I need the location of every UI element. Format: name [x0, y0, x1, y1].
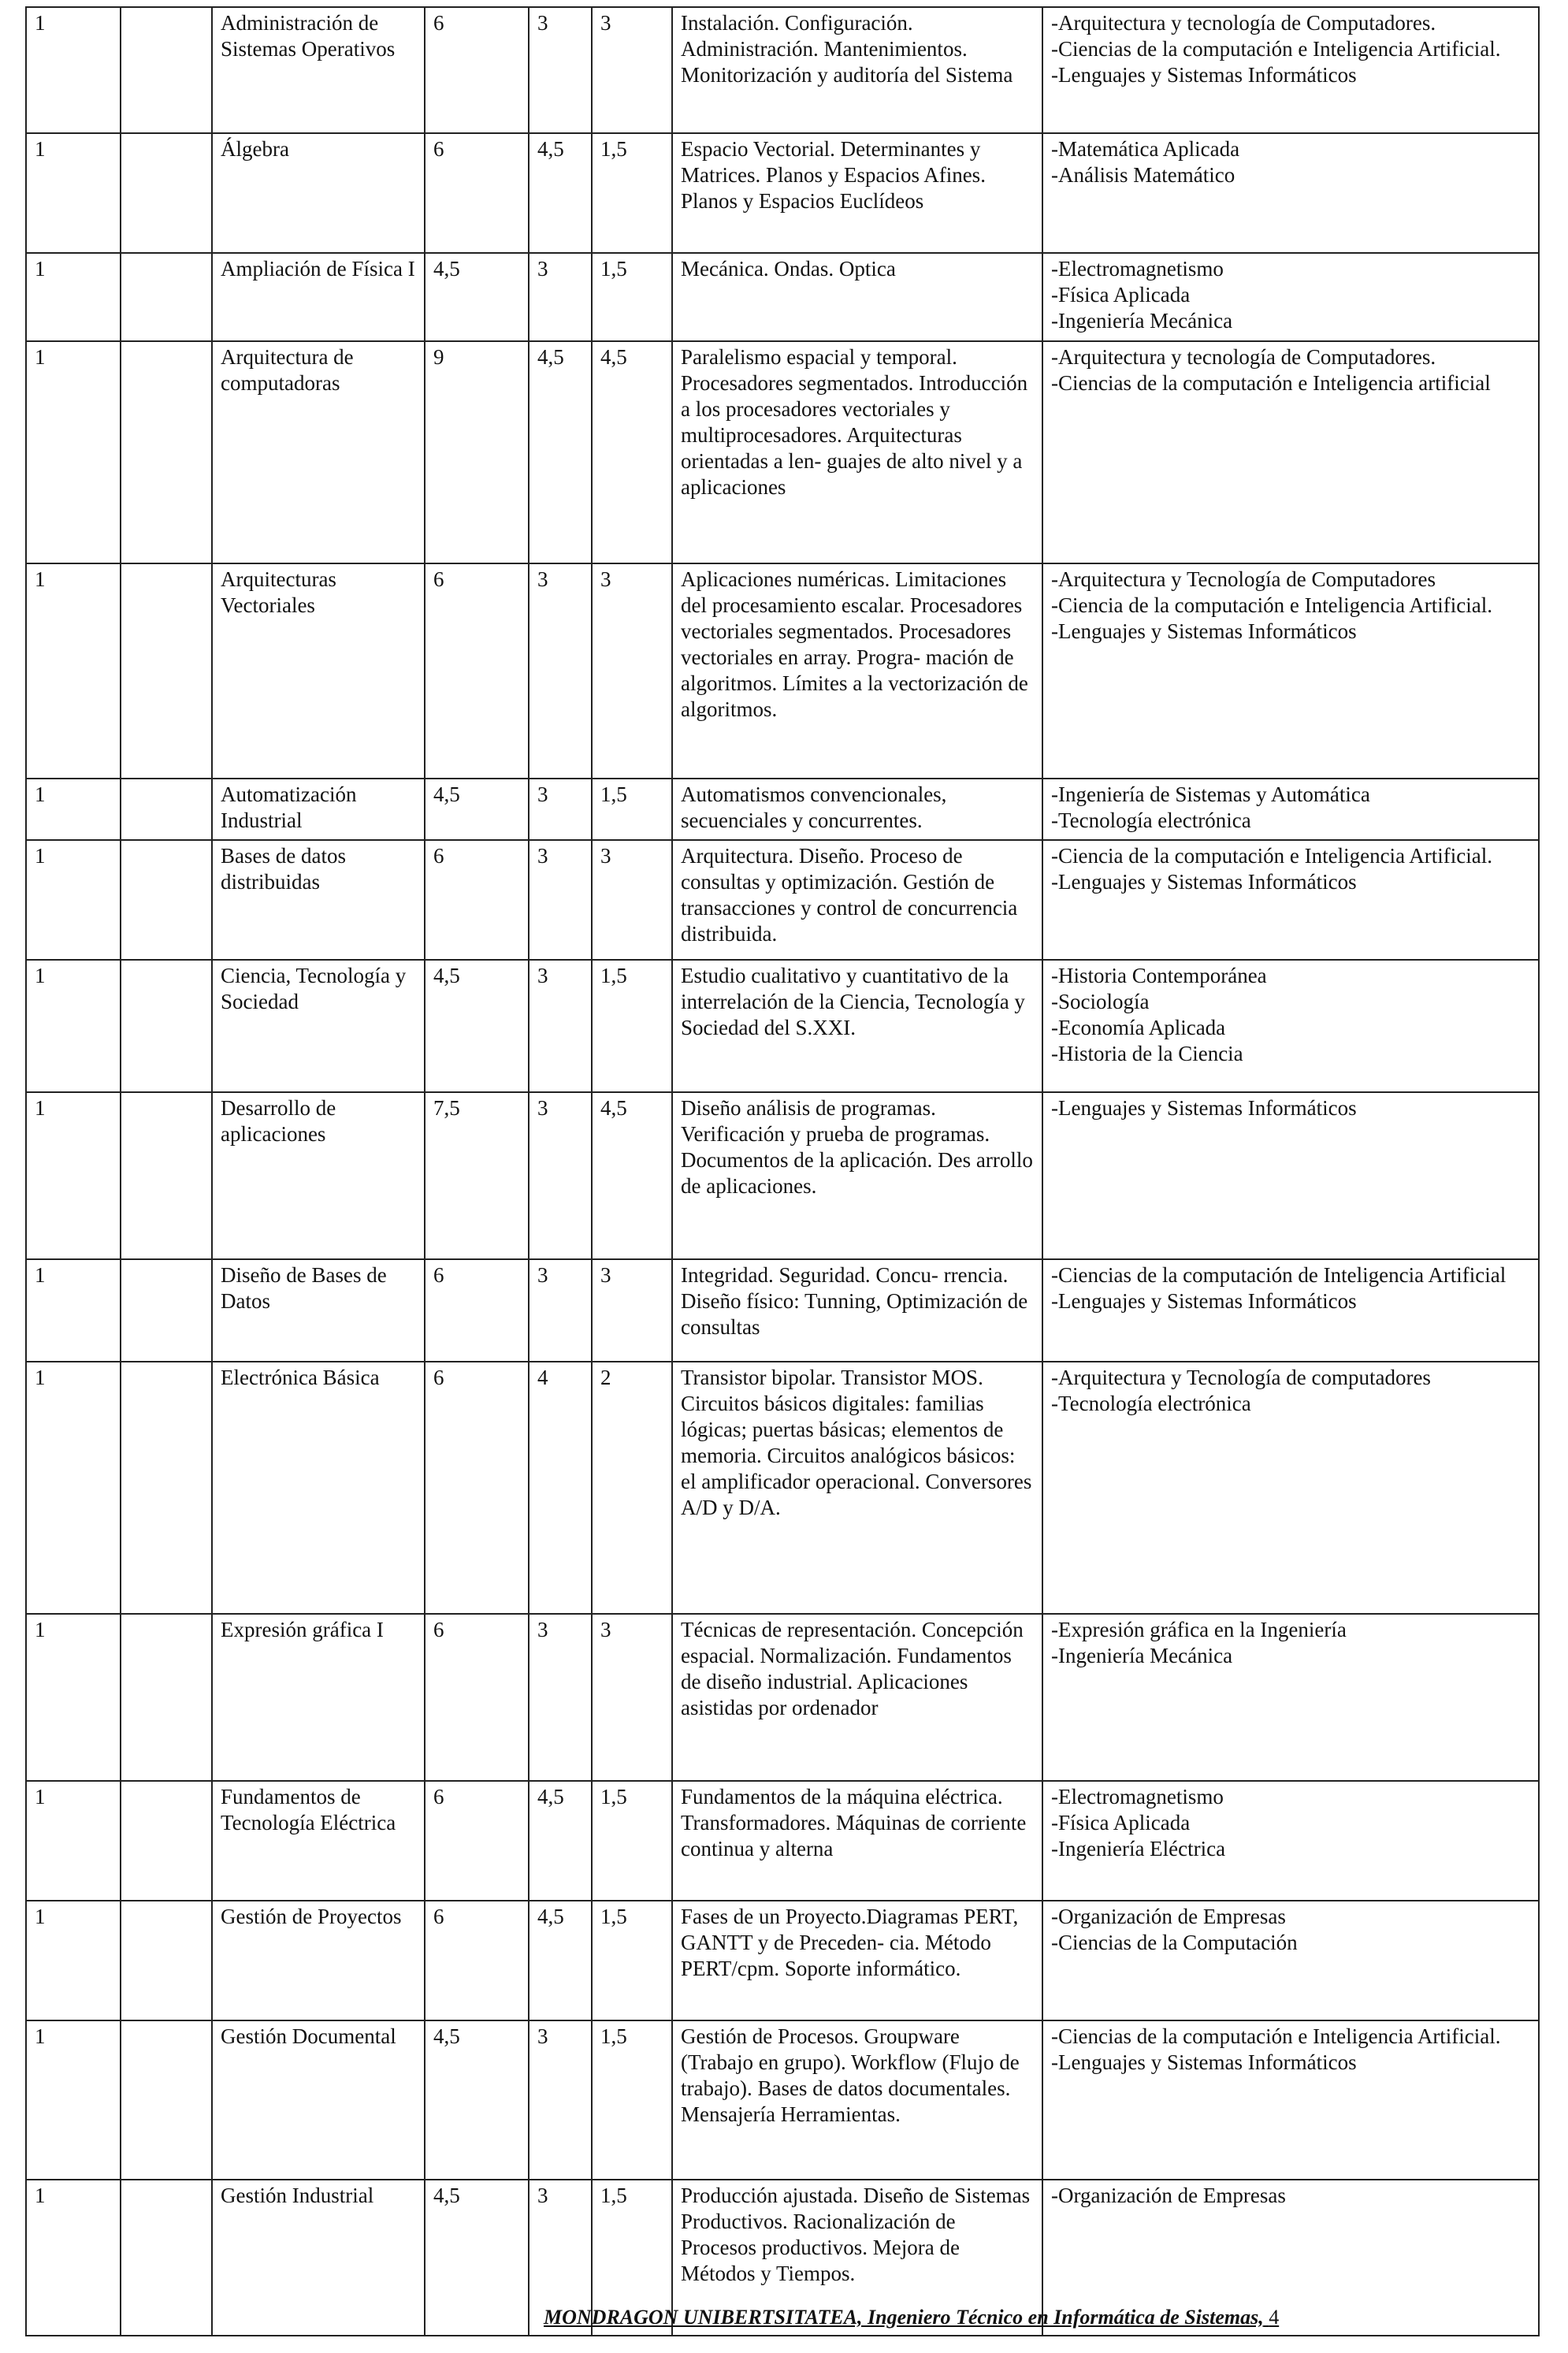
type-cell [121, 2020, 212, 2180]
practice-credits-cell: 4,5 [592, 1092, 672, 1259]
credits-cell: 4,5 [425, 779, 529, 840]
course-cell: 1 [26, 341, 121, 563]
descriptor-cell: Integridad. Seguridad. Concu- rrencia. Diseño físico: Tunning, Optimización de consultas [672, 1259, 1042, 1362]
practice-credits-cell: 1,5 [592, 1781, 672, 1901]
knowledge-areas-cell: -Organización de Empresas [1042, 2180, 1539, 2336]
theory-credits-cell: 3 [529, 2180, 592, 2336]
credits-cell: 6 [425, 840, 529, 960]
descriptor-cell: Transistor bipolar. Transistor MOS. Circuitos básicos digitales: familias lógicas; puertas básicas; elementos de memoria. Circuitos analógicos básicos: el amplificador operacional. Conversores A/D y D/A. [672, 1362, 1042, 1614]
knowledge-areas-cell: -Arquitectura y tecnología de Computadores. -Ciencias de la computación e Inteligencia artificial [1042, 341, 1539, 563]
type-cell [121, 1362, 212, 1614]
table-row [26, 1092, 1539, 1259]
knowledge-areas-cell: -Arquitectura y tecnología de Computadores. -Ciencias de la computación e Inteligencia Artificial. -Lenguajes y Sistemas Informáticos [1042, 7, 1539, 133]
type-cell [121, 1614, 212, 1781]
descriptor-cell: Automatismos convencionales, secuenciales y concurrentes. [672, 779, 1042, 840]
subject-name-cell: Ciencia, Tecnología y Sociedad [212, 960, 425, 1092]
credits-cell: 4,5 [425, 960, 529, 1092]
knowledge-areas-cell: -Organización de Empresas -Ciencias de la Computación [1042, 1901, 1539, 2020]
course-cell: 1 [26, 1901, 121, 2020]
credits-cell: 9 [425, 341, 529, 563]
syllabus-table [25, 6, 1540, 2336]
subject-name-cell: Álgebra [212, 133, 425, 253]
descriptor-cell: Producción ajustada. Diseño de Sistemas Productivos. Racionalización de Procesos productivos. Mejora de Métodos y Tiempos. [672, 2180, 1042, 2336]
subject-name-cell: Arquitecturas Vectoriales [212, 563, 425, 779]
credits-cell: 6 [425, 563, 529, 779]
credits-cell: 6 [425, 1901, 529, 2020]
credits-cell: 4,5 [425, 2180, 529, 2336]
course-cell: 1 [26, 779, 121, 840]
table-row [26, 2020, 1539, 2180]
subject-name-cell: Administración de Sistemas Operativos [212, 7, 425, 133]
table-row [26, 133, 1539, 253]
knowledge-areas-cell: -Matemática Aplicada -Análisis Matemático [1042, 133, 1539, 253]
practice-credits-cell: 3 [592, 7, 672, 133]
knowledge-areas-cell: -Electromagnetismo -Física Aplicada -Ingeniería Eléctrica [1042, 1781, 1539, 1901]
type-cell [121, 779, 212, 840]
practice-credits-cell: 1,5 [592, 133, 672, 253]
descriptor-cell: Gestión de Procesos. Groupware (Trabajo en grupo). Workflow (Flujo de trabajo). Bases de datos documentales. Mensajería Herramientas. [672, 2020, 1042, 2180]
page-footer [544, 2306, 1279, 2329]
credits-cell: 6 [425, 7, 529, 133]
subject-name-cell: Expresión gráfica I [212, 1614, 425, 1781]
knowledge-areas-cell: -Ciencia de la computación e Inteligencia Artificial. -Lenguajes y Sistemas Informáticos [1042, 840, 1539, 960]
course-cell: 1 [26, 2180, 121, 2336]
type-cell [121, 1259, 212, 1362]
theory-credits-cell: 4 [529, 1362, 592, 1614]
credits-cell: 4,5 [425, 253, 529, 341]
course-cell: 1 [26, 1614, 121, 1781]
credits-cell: 4,5 [425, 2020, 529, 2180]
theory-credits-cell: 3 [529, 960, 592, 1092]
theory-credits-cell: 3 [529, 779, 592, 840]
type-cell [121, 840, 212, 960]
subject-name-cell: Desarrollo de aplicaciones [212, 1092, 425, 1259]
descriptor-cell: Técnicas de representación. Concepción espacial. Normalización. Fundamentos de diseño industrial. Aplicaciones asistidas por ordenador [672, 1614, 1042, 1781]
theory-credits-cell: 3 [529, 1259, 592, 1362]
table-row [26, 1259, 1539, 1362]
course-cell: 1 [26, 133, 121, 253]
course-cell: 1 [26, 1092, 121, 1259]
type-cell [121, 7, 212, 133]
knowledge-areas-cell: -Ingeniería de Sistemas y Automática -Tecnología electrónica [1042, 779, 1539, 840]
table-row [26, 1901, 1539, 2020]
table-row [26, 840, 1539, 960]
subject-name-cell: Automatización Industrial [212, 779, 425, 840]
subject-name-cell: Gestión Industrial [212, 2180, 425, 2336]
table-row [26, 960, 1539, 1092]
knowledge-areas-cell: -Electromagnetismo -Física Aplicada -Ingeniería Mecánica [1042, 253, 1539, 341]
practice-credits-cell: 1,5 [592, 779, 672, 840]
type-cell [121, 1092, 212, 1259]
footer-text: MONDRAGON UNIBERTSITATEA, Ingeniero Técnico en Informática de Sistemas, [544, 2306, 1264, 2329]
theory-credits-cell: 3 [529, 1614, 592, 1781]
descriptor-cell: Arquitectura. Diseño. Proceso de consultas y optimización. Gestión de transacciones y control de concurrencia distribuida. [672, 840, 1042, 960]
knowledge-areas-cell: -Historia Contemporánea -Sociología -Economía Aplicada -Historia de la Ciencia [1042, 960, 1539, 1092]
theory-credits-cell: 3 [529, 563, 592, 779]
descriptor-cell: Fases de un Proyecto.Diagramas PERT, GANTT y de Preceden- cia. Método PERT/cpm. Soporte informático. [672, 1901, 1042, 2020]
descriptor-cell: Diseño análisis de programas. Verificación y prueba de programas. Documentos de la aplicación. Des arrollo de aplicaciones. [672, 1092, 1042, 1259]
practice-credits-cell: 3 [592, 1614, 672, 1781]
course-cell: 1 [26, 2020, 121, 2180]
theory-credits-cell: 4,5 [529, 1781, 592, 1901]
type-cell [121, 2180, 212, 2336]
subject-name-cell: Fundamentos de Tecnología Eléctrica [212, 1781, 425, 1901]
descriptor-cell: Aplicaciones numéricas. Limitaciones del procesamiento escalar. Procesadores vectoriales segmentados. Procesadores vectoriales en array. Progra- mación de algoritmos. Límites a la vectorización de algoritmos. [672, 563, 1042, 779]
practice-credits-cell: 3 [592, 563, 672, 779]
subject-name-cell: Arquitectura de computadoras [212, 341, 425, 563]
type-cell [121, 563, 212, 779]
table-row [26, 563, 1539, 779]
table-row [26, 779, 1539, 840]
credits-cell: 7,5 [425, 1092, 529, 1259]
practice-credits-cell: 3 [592, 1259, 672, 1362]
type-cell [121, 1781, 212, 1901]
practice-credits-cell: 4,5 [592, 341, 672, 563]
course-cell: 1 [26, 1259, 121, 1362]
subject-name-cell: Diseño de Bases de Datos [212, 1259, 425, 1362]
practice-credits-cell: 1,5 [592, 2180, 672, 2336]
descriptor-cell: Mecánica. Ondas. Optica [672, 253, 1042, 341]
descriptor-cell: Instalación. Configuración. Administración. Mantenimientos. Monitorización y auditoría del Sistema [672, 7, 1042, 133]
descriptor-cell: Fundamentos de la máquina eléctrica. Transformadores. Máquinas de corriente continua y alterna [672, 1781, 1042, 1901]
subject-name-cell: Ampliación de Física I [212, 253, 425, 341]
knowledge-areas-cell: -Arquitectura y Tecnología de computadores -Tecnología electrónica [1042, 1362, 1539, 1614]
credits-cell: 6 [425, 1362, 529, 1614]
table-row [26, 253, 1539, 341]
theory-credits-cell: 4,5 [529, 133, 592, 253]
table-row [26, 1614, 1539, 1781]
descriptor-cell: Paralelismo espacial y temporal. Procesadores segmentados. Introducción a los procesadores vectoriales y multiprocesadores. Arquitecturas orientadas a len- guajes de alto nivel y a aplicaciones [672, 341, 1042, 563]
credits-cell: 6 [425, 133, 529, 253]
course-cell: 1 [26, 960, 121, 1092]
course-cell: 1 [26, 563, 121, 779]
subject-name-cell: Gestión Documental [212, 2020, 425, 2180]
type-cell [121, 253, 212, 341]
practice-credits-cell: 1,5 [592, 253, 672, 341]
knowledge-areas-cell: -Ciencias de la computación e Inteligencia Artificial. -Lenguajes y Sistemas Informáticos [1042, 2020, 1539, 2180]
descriptor-cell: Estudio cualitativo y cuantitativo de la interrelación de la Ciencia, Tecnología y Sociedad del S.XXI. [672, 960, 1042, 1092]
type-cell [121, 341, 212, 563]
type-cell [121, 1901, 212, 2020]
course-cell: 1 [26, 253, 121, 341]
course-cell: 1 [26, 7, 121, 133]
course-cell: 1 [26, 1362, 121, 1614]
practice-credits-cell: 1,5 [592, 960, 672, 1092]
practice-credits-cell: 3 [592, 840, 672, 960]
knowledge-areas-cell: -Lenguajes y Sistemas Informáticos [1042, 1092, 1539, 1259]
subject-name-cell: Bases de datos distribuidas [212, 840, 425, 960]
subject-name-cell: Electrónica Básica [212, 1362, 425, 1614]
table-row [26, 1362, 1539, 1614]
theory-credits-cell: 3 [529, 1092, 592, 1259]
subject-name-cell: Gestión de Proyectos [212, 1901, 425, 2020]
theory-credits-cell: 3 [529, 2020, 592, 2180]
knowledge-areas-cell: -Expresión gráfica en la Ingeniería -Ingeniería Mecánica [1042, 1614, 1539, 1781]
theory-credits-cell: 3 [529, 253, 592, 341]
theory-credits-cell: 4,5 [529, 1901, 592, 2020]
course-cell: 1 [26, 1781, 121, 1901]
descriptor-cell: Espacio Vectorial. Determinantes y Matrices. Planos y Espacios Afines. Planos y Espacios Euclídeos [672, 133, 1042, 253]
credits-cell: 6 [425, 1781, 529, 1901]
table-row [26, 341, 1539, 563]
table-row [26, 7, 1539, 133]
credits-cell: 6 [425, 1259, 529, 1362]
course-cell: 1 [26, 840, 121, 960]
type-cell [121, 960, 212, 1092]
practice-credits-cell: 1,5 [592, 1901, 672, 2020]
theory-credits-cell: 3 [529, 7, 592, 133]
practice-credits-cell: 1,5 [592, 2020, 672, 2180]
credits-cell: 6 [425, 1614, 529, 1781]
page-number: 4 [1269, 2306, 1280, 2329]
type-cell [121, 133, 212, 253]
practice-credits-cell: 2 [592, 1362, 672, 1614]
theory-credits-cell: 3 [529, 840, 592, 960]
theory-credits-cell: 4,5 [529, 341, 592, 563]
knowledge-areas-cell: -Arquitectura y Tecnología de Computadores -Ciencia de la computación e Inteligencia Artificial. -Lenguajes y Sistemas Informáticos [1042, 563, 1539, 779]
table-row [26, 1781, 1539, 1901]
knowledge-areas-cell: -Ciencias de la computación de Inteligencia Artificial -Lenguajes y Sistemas Informáticos [1042, 1259, 1539, 1362]
